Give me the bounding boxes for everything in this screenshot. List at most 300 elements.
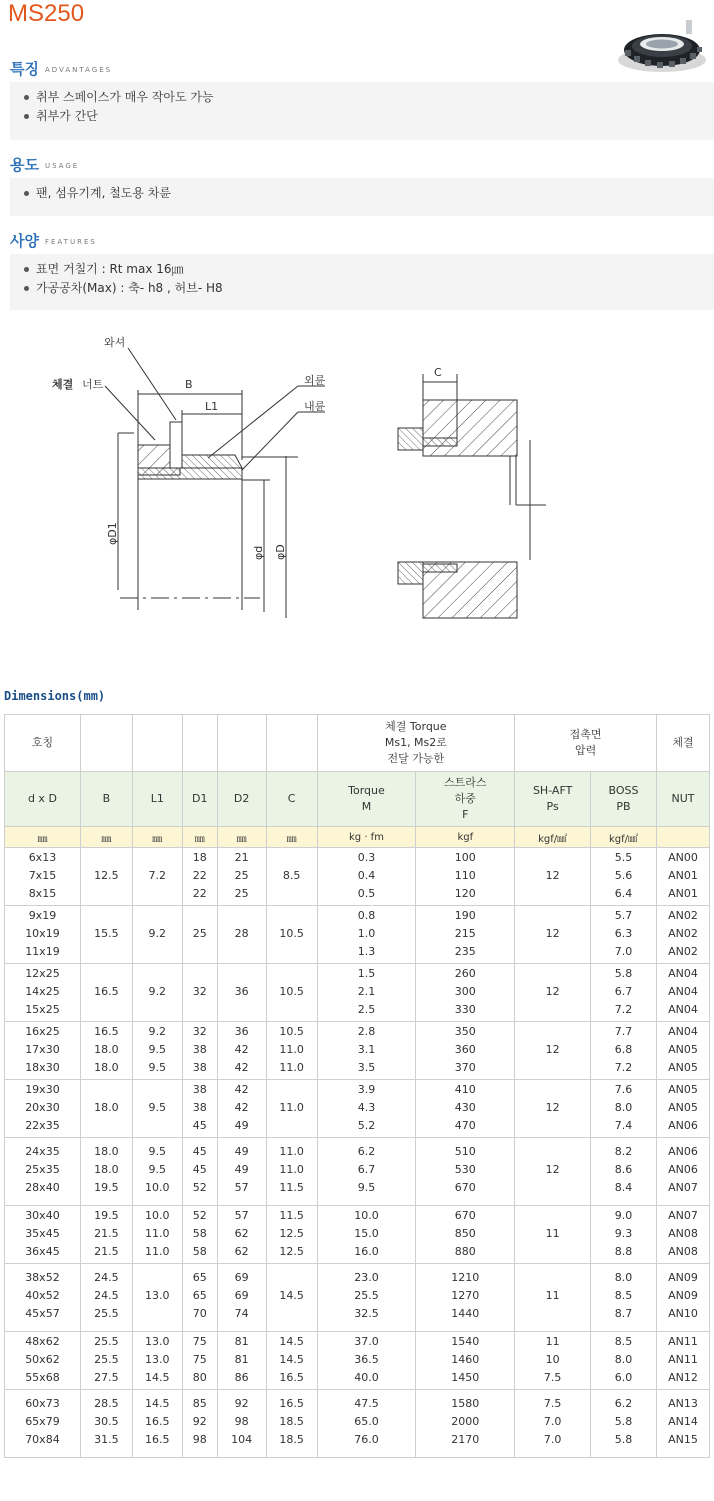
table-cell: 25.5: [317, 1287, 416, 1305]
table-cell: 10.5: [266, 983, 317, 1001]
table-cell: AN12: [656, 1369, 709, 1390]
table-cell: [80, 848, 132, 868]
table-cell: 21.5: [80, 1243, 132, 1264]
table-cell: 98: [217, 1413, 266, 1431]
table-cell: 25.5: [80, 1351, 132, 1369]
header-dxD: d x D: [5, 772, 81, 827]
table-cell: 350: [416, 1022, 515, 1042]
table-cell: [515, 885, 591, 906]
header-contact-l2: 압력: [574, 744, 597, 757]
table-row-group: [5, 1022, 710, 1080]
table-cell: 5.8: [591, 964, 657, 984]
table-cell: 12: [515, 1099, 591, 1117]
header-pb-l1: BOSS: [608, 784, 639, 797]
table-row: [5, 848, 710, 868]
table-row: [5, 1117, 710, 1138]
table-cell: 10.5: [266, 1022, 317, 1042]
table-cell: AN06: [656, 1161, 709, 1179]
table-cell: 25: [182, 925, 217, 943]
table-cell: [217, 906, 266, 926]
table-cell: 0.3: [317, 848, 416, 868]
table-cell: 3.1: [317, 1041, 416, 1059]
header-blank: [132, 715, 182, 772]
list-item: 취부가 간단: [36, 107, 714, 126]
table-cell: AN06: [656, 1138, 709, 1162]
table-cell: 6.0: [591, 1369, 657, 1390]
table-cell: 370: [416, 1059, 515, 1080]
table-cell: [217, 964, 266, 984]
table-cell: 14.5: [266, 1287, 317, 1305]
advantages-heading: [10, 58, 112, 79]
table-cell: 28.5: [80, 1390, 132, 1414]
table-cell: [515, 1138, 591, 1162]
table-cell: 8.5: [591, 1332, 657, 1352]
table-cell: 6.7: [591, 983, 657, 1001]
table-cell: AN11: [656, 1351, 709, 1369]
unit-cell: ㎜: [5, 827, 81, 848]
table-cell: 190: [416, 906, 515, 926]
table-cell: 48x62: [5, 1332, 81, 1352]
table-row: [5, 1099, 710, 1117]
table-cell: 6.7: [317, 1161, 416, 1179]
table-cell: 7.7: [591, 1022, 657, 1042]
table-cell: 6.8: [591, 1041, 657, 1059]
table-cell: [132, 943, 182, 964]
table-cell: 49: [217, 1161, 266, 1179]
table-cell: 6.4: [591, 885, 657, 906]
table-cell: 32: [182, 1022, 217, 1042]
table-cell: 60x73: [5, 1390, 81, 1414]
table-cell: [266, 1264, 317, 1288]
table-cell: 12: [515, 925, 591, 943]
table-cell: AN04: [656, 1001, 709, 1022]
table-cell: 42: [217, 1080, 266, 1100]
table-row: [5, 925, 710, 943]
table-cell: 40.0: [317, 1369, 416, 1390]
table-row: [5, 906, 710, 926]
table-cell: 36: [217, 983, 266, 1001]
technical-drawing: [0, 320, 714, 660]
table-cell: 35x45: [5, 1225, 81, 1243]
table-row-group: [5, 1332, 710, 1390]
table-row: [5, 1431, 710, 1458]
table-cell: 430: [416, 1099, 515, 1117]
table-cell: 10.0: [317, 1206, 416, 1226]
table-cell: 25: [217, 885, 266, 906]
table-cell: 1540: [416, 1332, 515, 1352]
header-blank: [217, 715, 266, 772]
table-cell: [132, 1001, 182, 1022]
table-cell: AN04: [656, 1022, 709, 1042]
table-row-group: [5, 1390, 710, 1458]
table-cell: 25x35: [5, 1161, 81, 1179]
table-cell: 65x79: [5, 1413, 81, 1431]
table-cell: [266, 848, 317, 868]
table-cell: 12: [515, 983, 591, 1001]
table-cell: [132, 885, 182, 906]
table-cell: 11.0: [266, 1041, 317, 1059]
table-cell: 215: [416, 925, 515, 943]
table-cell: 0.8: [317, 906, 416, 926]
table-cell: 7.2: [132, 867, 182, 885]
table-cell: 4.3: [317, 1099, 416, 1117]
header-L1: L1: [132, 772, 182, 827]
table-cell: 9.2: [132, 925, 182, 943]
table-cell: 8.0: [591, 1099, 657, 1117]
table-cell: 57: [217, 1179, 266, 1206]
table-cell: [515, 943, 591, 964]
table-cell: 120: [416, 885, 515, 906]
table-cell: 36: [217, 1022, 266, 1042]
units-row: [5, 827, 710, 848]
list-item: 가공공차(Max) : 축- h8 , 허브- H8: [36, 279, 714, 298]
table-cell: 360: [416, 1041, 515, 1059]
table-cell: 12: [515, 1161, 591, 1179]
table-cell: 52: [182, 1206, 217, 1226]
table-cell: 9.5: [132, 1138, 182, 1162]
table-cell: AN09: [656, 1264, 709, 1288]
label-nut-bold: 체결: [52, 378, 74, 391]
table-cell: 2.8: [317, 1022, 416, 1042]
table-cell: 16.5: [266, 1390, 317, 1414]
table-cell: 23.0: [317, 1264, 416, 1288]
table-cell: 19x30: [5, 1080, 81, 1100]
unit-cell: ㎜: [266, 827, 317, 848]
header-Ps: [515, 772, 591, 827]
table-cell: 9x19: [5, 906, 81, 926]
table-cell: 47.5: [317, 1390, 416, 1414]
table-row: [5, 1390, 710, 1414]
table-cell: 470: [416, 1117, 515, 1138]
table-row: [5, 964, 710, 984]
table-cell: 12.5: [266, 1243, 317, 1264]
table-cell: 13.0: [132, 1332, 182, 1352]
table-cell: 300: [416, 983, 515, 1001]
table-cell: 8.5: [591, 1287, 657, 1305]
table-cell: [80, 906, 132, 926]
table-row-group: [5, 1080, 710, 1138]
table-cell: 65.0: [317, 1413, 416, 1431]
table-cell: 1.3: [317, 943, 416, 964]
usage-en: USAGE: [44, 161, 80, 170]
table-cell: AN05: [656, 1080, 709, 1100]
table-cell: 5.5: [591, 848, 657, 868]
table-row-group: [5, 848, 710, 906]
table-cell: 5.7: [591, 906, 657, 926]
table-cell: 24.5: [80, 1287, 132, 1305]
table-cell: 12.5: [266, 1225, 317, 1243]
table-cell: 62: [217, 1243, 266, 1264]
table-cell: [132, 906, 182, 926]
table-cell: [266, 885, 317, 906]
table-cell: 11.5: [266, 1179, 317, 1206]
table-cell: [132, 964, 182, 984]
header-contact-pressure: [515, 715, 657, 772]
table-row: [5, 1041, 710, 1059]
table-cell: 69: [217, 1287, 266, 1305]
table-cell: AN06: [656, 1117, 709, 1138]
table-cell: 8.8: [591, 1243, 657, 1264]
header-ps-l1: SH-AFT: [532, 784, 573, 797]
table-cell: 20x30: [5, 1099, 81, 1117]
table-cell: 18.5: [266, 1413, 317, 1431]
table-cell: 5.8: [591, 1413, 657, 1431]
table-cell: 17x30: [5, 1041, 81, 1059]
table-cell: [80, 943, 132, 964]
advantages-en: ADVANTAGES: [44, 65, 113, 74]
table-cell: 9.0: [591, 1206, 657, 1226]
table-cell: 530: [416, 1161, 515, 1179]
table-cell: 37.0: [317, 1332, 416, 1352]
table-cell: 2000: [416, 1413, 515, 1431]
table-cell: 16.5: [80, 983, 132, 1001]
table-cell: 38: [182, 1080, 217, 1100]
table-cell: [182, 906, 217, 926]
table-cell: 1580: [416, 1390, 515, 1414]
table-cell: [217, 943, 266, 964]
table-cell: 25: [217, 867, 266, 885]
list-item: 팬, 섬유기계, 철도용 차륜: [36, 184, 714, 203]
table-cell: AN04: [656, 964, 709, 984]
table-row: [5, 1243, 710, 1264]
table-cell: 9.5: [132, 1161, 182, 1179]
table-cell: [515, 1080, 591, 1100]
table-cell: 15.0: [317, 1225, 416, 1243]
table-cell: 38: [182, 1099, 217, 1117]
table-cell: [80, 1080, 132, 1100]
header-contact-l1: 접촉면: [569, 728, 602, 741]
table-cell: 11.0: [266, 1138, 317, 1162]
table-cell: 7.6: [591, 1080, 657, 1100]
table-cell: 12: [515, 1041, 591, 1059]
table-cell: 12x25: [5, 964, 81, 984]
table-row: [5, 943, 710, 964]
unit-cell: ㎜: [217, 827, 266, 848]
page-title: MS250: [8, 0, 85, 27]
table-cell: 13.0: [132, 1351, 182, 1369]
table-cell: AN01: [656, 867, 709, 885]
table-cell: 8.6: [591, 1161, 657, 1179]
table-cell: [515, 1022, 591, 1042]
table-cell: 1.5: [317, 964, 416, 984]
table-cell: 52: [182, 1179, 217, 1206]
table-cell: 28x40: [5, 1179, 81, 1206]
table-cell: 10: [515, 1351, 591, 1369]
table-cell: [515, 1305, 591, 1332]
table-cell: [266, 964, 317, 984]
table-cell: 11.0: [132, 1225, 182, 1243]
table-cell: 18.0: [80, 1161, 132, 1179]
table-row: [5, 1206, 710, 1226]
table-row: [5, 885, 710, 906]
table-row: [5, 1179, 710, 1206]
table-cell: 670: [416, 1206, 515, 1226]
table-cell: 7.5: [515, 1369, 591, 1390]
table-cell: 100: [416, 848, 515, 868]
table-cell: 880: [416, 1243, 515, 1264]
table-cell: 12.5: [80, 867, 132, 885]
table-row: [5, 1413, 710, 1431]
table-cell: 86: [217, 1369, 266, 1390]
table-cell: 330: [416, 1001, 515, 1022]
table-cell: [515, 1206, 591, 1226]
table-cell: AN10: [656, 1305, 709, 1332]
table-cell: 10.0: [132, 1206, 182, 1226]
table-cell: [80, 964, 132, 984]
header-torque-l3: 전달 가능한: [387, 752, 445, 765]
header-B: B: [80, 772, 132, 827]
table-cell: 18.0: [80, 1041, 132, 1059]
table-cell: 38: [182, 1059, 217, 1080]
table-cell: 30x40: [5, 1206, 81, 1226]
table-cell: 57: [217, 1206, 266, 1226]
header-torque-M-l2: M: [361, 800, 372, 813]
table-cell: 11.0: [266, 1099, 317, 1117]
table-cell: 6.2: [317, 1138, 416, 1162]
table-row: [5, 1161, 710, 1179]
list-item: 표면 거칠기 : Rt max 16㎛: [36, 260, 714, 279]
table-cell: 70x84: [5, 1431, 81, 1458]
table-cell: 510: [416, 1138, 515, 1162]
table-cell: 12: [515, 867, 591, 885]
table-cell: 1270: [416, 1287, 515, 1305]
table-cell: 2170: [416, 1431, 515, 1458]
table-cell: 42: [217, 1099, 266, 1117]
table-cell: [182, 964, 217, 984]
unit-cell: kgf/㎟: [515, 827, 591, 848]
table-cell: 14x25: [5, 983, 81, 1001]
table-cell: 75: [182, 1351, 217, 1369]
table-cell: 1210: [416, 1264, 515, 1288]
header-thrust-F: [416, 772, 515, 827]
table-cell: 3.9: [317, 1080, 416, 1100]
table-cell: 104: [217, 1431, 266, 1458]
table-cell: 9.2: [132, 983, 182, 1001]
table-cell: 1440: [416, 1305, 515, 1332]
label-B: B: [185, 378, 193, 391]
table-cell: 7x15: [5, 867, 81, 885]
table-cell: 25.5: [80, 1332, 132, 1352]
table-row: [5, 867, 710, 885]
table-cell: 670: [416, 1179, 515, 1206]
table-cell: AN00: [656, 848, 709, 868]
table-cell: 19.5: [80, 1179, 132, 1206]
table-cell: 8.0: [591, 1264, 657, 1288]
table-cell: AN02: [656, 943, 709, 964]
table-cell: 0.4: [317, 867, 416, 885]
table-row-group: [5, 906, 710, 964]
header-torque-M: [317, 772, 416, 827]
table-cell: 45x57: [5, 1305, 81, 1332]
header-thrust-l1: 스트라스: [444, 776, 487, 789]
table-cell: AN07: [656, 1179, 709, 1206]
table-cell: 16x25: [5, 1022, 81, 1042]
table-cell: [266, 943, 317, 964]
table-cell: 16.5: [80, 1022, 132, 1042]
label-D1: φD1: [106, 522, 119, 545]
table-cell: 11.0: [266, 1161, 317, 1179]
table-cell: [132, 1117, 182, 1138]
table-cell: AN01: [656, 885, 709, 906]
table-cell: 2.1: [317, 983, 416, 1001]
header-nut: NUT: [656, 772, 709, 827]
table-cell: [80, 1117, 132, 1138]
table-row-group: [5, 1264, 710, 1332]
header-PB: [591, 772, 657, 827]
table-row: [5, 1351, 710, 1369]
table-row: [5, 1022, 710, 1042]
table-cell: 58: [182, 1225, 217, 1243]
table-cell: 22: [182, 885, 217, 906]
table-row: [5, 1059, 710, 1080]
header-thrust-l2: 하중: [454, 792, 476, 805]
header-blank: [182, 715, 217, 772]
table-cell: [515, 906, 591, 926]
table-cell: 65: [182, 1287, 217, 1305]
table-cell: AN09: [656, 1287, 709, 1305]
table-cell: 22x35: [5, 1117, 81, 1138]
label-L1: L1: [205, 400, 219, 413]
unit-cell: kgf/㎟: [591, 827, 657, 848]
table-cell: 36.5: [317, 1351, 416, 1369]
header-pb-l2: PB: [616, 800, 631, 813]
table-cell: 42: [217, 1059, 266, 1080]
table-cell: 49: [217, 1117, 266, 1138]
dimensions-table: [4, 714, 710, 1458]
header-torque-l2: Ms1, Ms2로: [384, 736, 447, 749]
table-cell: 18.0: [80, 1099, 132, 1117]
table-cell: AN04: [656, 983, 709, 1001]
table-cell: AN13: [656, 1390, 709, 1414]
table-cell: 85: [182, 1390, 217, 1414]
dimensions-title: Dimensions(mm): [4, 689, 106, 703]
table-cell: [515, 848, 591, 868]
table-cell: 1450: [416, 1369, 515, 1390]
table-cell: 2.5: [317, 1001, 416, 1022]
table-cell: [515, 964, 591, 984]
table-cell: 5.2: [317, 1117, 416, 1138]
table-cell: 6.2: [591, 1390, 657, 1414]
table-cell: 5.8: [591, 1431, 657, 1458]
table-cell: 9.3: [591, 1225, 657, 1243]
table-cell: 13.0: [132, 1287, 182, 1305]
table-cell: 850: [416, 1225, 515, 1243]
table-cell: AN02: [656, 925, 709, 943]
table-cell: 18x30: [5, 1059, 81, 1080]
table-cell: 27.5: [80, 1369, 132, 1390]
unit-cell: kgf: [416, 827, 515, 848]
table-cell: [132, 1080, 182, 1100]
header-C: C: [266, 772, 317, 827]
table-row: [5, 1225, 710, 1243]
usage-heading: [10, 154, 79, 175]
table-cell: [182, 943, 217, 964]
list-item: 취부 스페이스가 매우 작아도 가능: [36, 88, 714, 107]
table-cell: 410: [416, 1080, 515, 1100]
unit-cell: [656, 827, 709, 848]
table-cell: 14.5: [266, 1351, 317, 1369]
table-cell: 6x13: [5, 848, 81, 868]
table-cell: AN07: [656, 1206, 709, 1226]
label-d: φd: [252, 545, 265, 560]
table-cell: AN05: [656, 1059, 709, 1080]
table-cell: 14.5: [266, 1332, 317, 1352]
table-cell: 24x35: [5, 1138, 81, 1162]
table-cell: 8.4: [591, 1179, 657, 1206]
table-cell: [182, 1001, 217, 1022]
table-cell: 32: [182, 983, 217, 1001]
table-cell: [266, 1080, 317, 1100]
